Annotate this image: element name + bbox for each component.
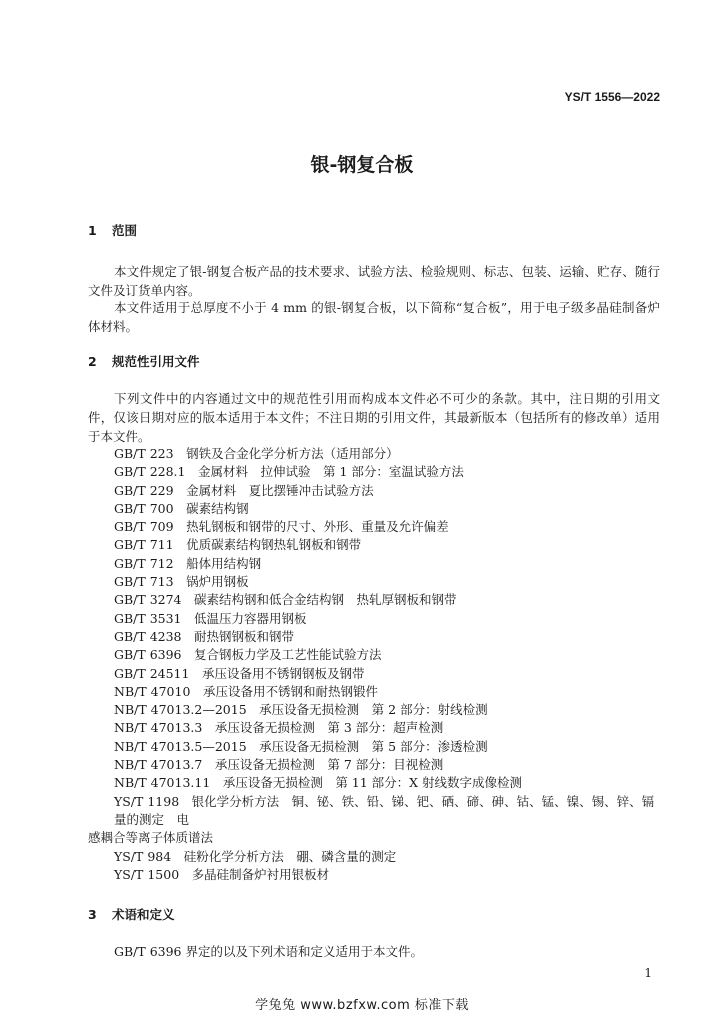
section-title: 范围: [112, 223, 138, 238]
paragraph: 本文件规定了银-钢复合板产品的技术要求、试验方法、检验规则、标志、包装、运输、贮存、随行文件及订货单内容。: [88, 264, 660, 298]
reference-name: 承压设备无损检测 第 2 部分：射线检测: [259, 702, 488, 718]
reference-name: 船体用结构钢: [186, 555, 262, 571]
reference-name: 承压设备用不锈钢钢板及钢带: [201, 665, 365, 681]
reference-name: 锅炉用钢板: [186, 574, 249, 590]
footer-watermark: 学兔兔 www.bzfxw.com 标准下载: [255, 998, 469, 1013]
reference-item: [114, 500, 662, 518]
reference-item: [114, 518, 662, 536]
reference-list: [88, 445, 662, 884]
paragraph: GB/T 6396 界定的以及下列术语和定义适用于本文件。: [114, 944, 423, 959]
reference-item: [114, 628, 662, 646]
reference-code: GB/T 6396: [114, 647, 182, 663]
reference-code: GB/T 24511: [114, 665, 190, 681]
reference-code: NB/T 47013.3: [114, 720, 203, 736]
reference-item: [114, 463, 662, 481]
reference-item: [114, 573, 662, 591]
section-title: 规范性引用文件: [112, 354, 200, 369]
reference-name: 碳素结构钢和低合金结构钢 热轧厚钢板和钢带: [194, 592, 457, 608]
paragraph: 下列文件中的内容通过文中的规范性引用而构成本文件必不可少的条款。其中，注日期的引用文件，仅该日期对应的版本适用于本文件；不注日期的引用文件，其最新版本（包括所有的修改单）适用于本文件。: [88, 391, 660, 444]
reference-code: YS/T 984: [114, 848, 172, 864]
reference-code: GB/T 3531: [114, 610, 182, 626]
standard-code: YS/T 1556—2022: [564, 90, 660, 104]
section-number: 1: [88, 223, 97, 238]
reference-name: 承压设备无损检测 第 3 部分：超声检测: [214, 720, 444, 736]
reference-item: [114, 555, 662, 573]
reference-item: [114, 866, 662, 884]
reference-name: 承压设备无损检测 第 7 部分：目视检测: [214, 757, 444, 773]
reference-code: GB/T 4238: [114, 628, 182, 644]
reference-name: 钢铁及合金化学分析方法（适用部分）: [186, 446, 399, 461]
reference-code: GB/T 229: [114, 482, 174, 498]
reference-item: [114, 701, 662, 719]
section-heading-2: [88, 352, 200, 370]
reference-code: GB/T 3274: [114, 592, 182, 608]
reference-item: [114, 719, 662, 737]
reference-name: 多晶硅制备炉衬用银板材: [191, 866, 330, 882]
reference-item: [114, 482, 662, 500]
reference-code: GB/T 711: [114, 537, 174, 553]
reference-code: GB/T 712: [114, 555, 174, 571]
reference-code: NB/T 47013.2—2015: [114, 702, 247, 718]
reference-item: [114, 646, 662, 664]
reference-code: NB/T 47013.11: [114, 775, 211, 791]
reference-code: NB/T 47013.7: [114, 757, 203, 773]
reference-code: YS/T 1500: [114, 866, 180, 882]
reference-item: [114, 848, 662, 866]
reference-item: [114, 610, 662, 628]
reference-item: [114, 756, 662, 774]
reference-name: 承压设备无损检测 第 11 部分：X 射线数字成像检测: [222, 775, 523, 791]
reference-name: 优质碳素结构钢热轧钢板和钢带: [186, 537, 362, 553]
reference-item: [88, 793, 662, 848]
paragraph: 本文件适用于总厚度不小于 4 mm 的银-钢复合板，以下简称“复合板”，用于电子级多晶硅制备炉体材料。: [88, 300, 660, 334]
reference-name: 碳素结构钢: [186, 500, 249, 516]
reference-name: 硅粉化学分析方法 硼、磷含量的测定: [183, 848, 397, 864]
reference-item: [114, 774, 662, 792]
reference-item: [114, 683, 662, 701]
reference-code: YS/T 1198: [114, 793, 180, 809]
reference-item: [114, 738, 662, 756]
reference-name: 复合钢板力学及工艺性能试验方法: [194, 647, 382, 663]
reference-code: GB/T 223: [114, 446, 174, 461]
page-number: 1: [644, 966, 652, 980]
reference-code: GB/T 700: [114, 500, 174, 516]
reference-code: GB/T 709: [114, 519, 174, 535]
section-number: 3: [88, 907, 97, 922]
section-heading-1: [88, 221, 137, 239]
reference-name: 金属材料 拉伸试验 第 1 部分：室温试验方法: [198, 464, 464, 480]
section-title: 术语和定义: [112, 907, 175, 922]
reference-name: 承压设备用不锈钢和耐热钢锻件: [202, 683, 378, 699]
reference-item: [114, 445, 662, 463]
reference-name: 热轧钢板和钢带的尺寸、外形、重量及允许偏差: [186, 519, 449, 535]
reference-code: GB/T 228.1: [114, 464, 186, 480]
reference-item: [114, 536, 662, 554]
section-heading-3: [88, 905, 175, 923]
reference-item: [114, 665, 662, 683]
reference-code: GB/T 713: [114, 574, 174, 590]
reference-name: 承压设备无损检测 第 5 部分：渗透检测: [259, 738, 488, 754]
reference-name: 耐热钢钢板和钢带: [194, 628, 295, 644]
document-title: 银-钢复合板: [310, 154, 414, 176]
reference-code: NB/T 47010: [114, 683, 191, 699]
reference-item: [114, 591, 662, 609]
reference-code: NB/T 47013.5—2015: [114, 738, 247, 754]
reference-name-continuation: 感耦合等离子体质谱法: [88, 830, 214, 846]
reference-name: 金属材料 夏比摆锤冲击试验方法: [186, 482, 374, 498]
reference-name: 银化学分析方法 铜、铋、铁、铅、锑、钯、硒、碲、砷、钴、锰、镍、锡、锌、镉量的测定 电: [114, 793, 655, 827]
section-number: 2: [88, 354, 97, 369]
reference-name: 低温压力容器用钢板: [194, 610, 307, 626]
